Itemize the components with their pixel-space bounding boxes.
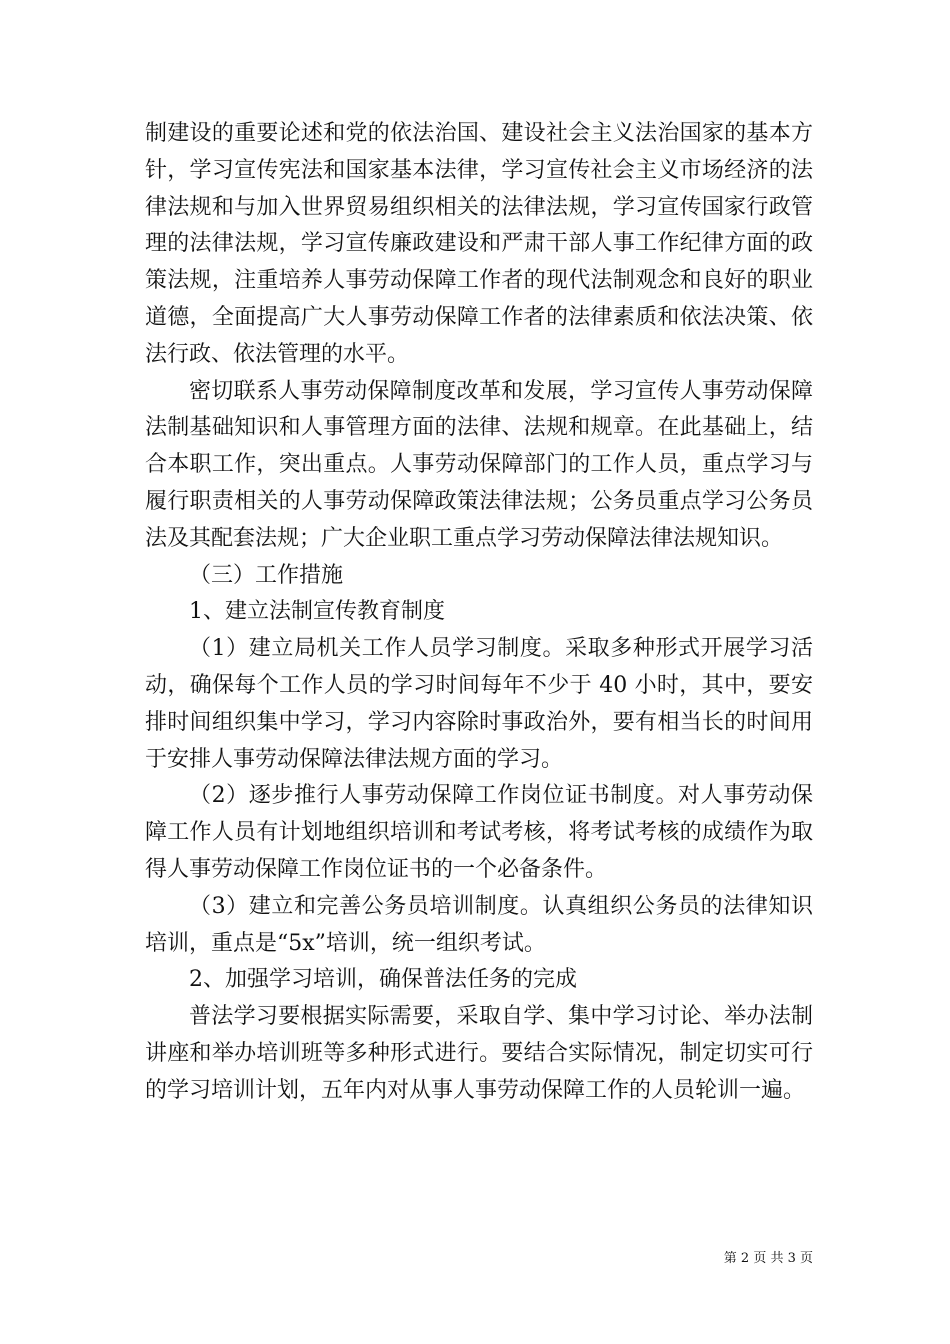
paragraph-item-1: （1）建立局机关工作人员学习制度。采取多种形式开展学习活动，确保每个工作人员的学习时间每年不少于 40 小时，其中，要安排时间组织集中学习，学习内容除时事政治外，要有相当长的时间用于安排人事劳动保障法律法规方面的学习。: [145, 636, 813, 772]
paragraph-item-3: （3）建立和完善公务员培训制度。认真组织公务员的法律知识培训，重点是“5x”培训，统一组织考试。: [145, 893, 813, 956]
paragraph-training-plan: 普法学习要根据实际需要，采取自学、集中学习讨论、举办法制讲座和举办培训班等多种形式进行。要结合实际情况，制定切实可行的学习培训计划，五年内对从事人事劳动保障工作的人员轮训一遍。: [145, 1004, 813, 1103]
subheading-education-system: 1、建立法制宣传教育制度: [189, 599, 445, 625]
subheading-training: 2、加强学习培训，确保普法任务的完成: [189, 967, 577, 993]
paragraph-item-2: （2）逐步推行人事劳动保障工作岗位证书制度。对人事劳动保障工作人员有计划地组织培训和考试考核，将考试考核的成绩作为取得人事劳动保障工作岗位证书的一个必备条件。: [145, 783, 813, 882]
document-body: [145, 116, 813, 1110]
section-heading-measures: （三）工作措施: [189, 562, 344, 588]
paragraph-study-content: 密切联系人事劳动保障制度改革和发展，学习宣传人事劳动保障法制基础知识和人事管理方面的法律、法规和规章。在此基础上，结合本职工作，突出重点。人事劳动保障部门的工作人员，重点学习与履行职责相关的人事劳动保障政策法律法规；公务员重点学习公务员法及其配套法规；广大企业职工重点学习劳动保障法律法规知识。: [145, 378, 813, 551]
paragraph-continuation: 制建设的重要论述和党的依法治国、建设社会主义法治国家的基本方针，学习宣传宪法和国家基本法律，学习宣传社会主义市场经济的法律法规和与加入世界贸易组织相关的法律法规，学习宣传国家行政管理的法律法规，学习宣传廉政建设和严肃干部人事工作纪律方面的政策法规，注重培养人事劳动保障工作者的现代法制观念和良好的职业道德，全面提高广大人事劳动保障工作者的法律素质和依法决策、依法行政、依法管理的水平。: [145, 121, 813, 367]
page-number: 第 2 页 共 3 页: [723, 1251, 813, 1266]
